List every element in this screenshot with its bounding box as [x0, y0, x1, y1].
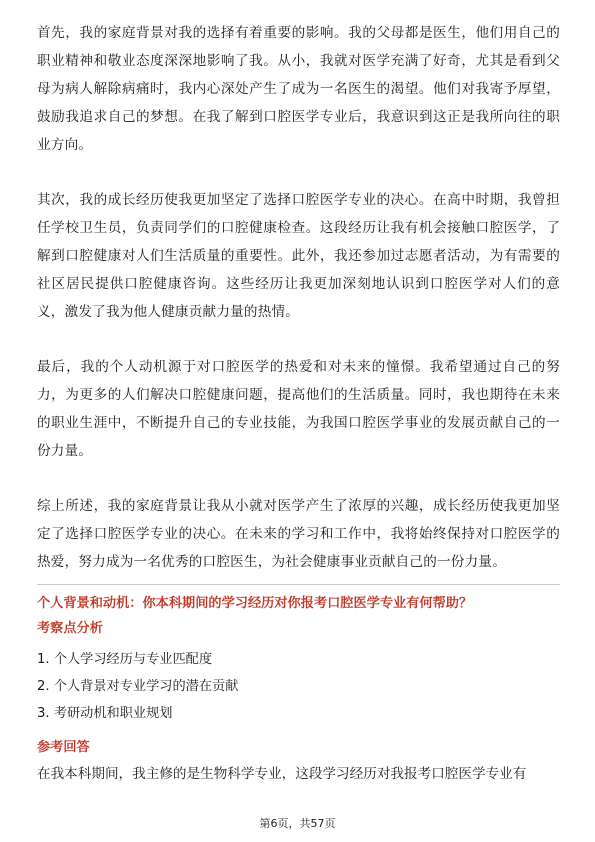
- question-heading: 个人背景和动机：你本科期间的学习经历对你报考口腔医学专业有何帮助？: [37, 596, 473, 611]
- answer-label: 参考回答: [37, 740, 90, 755]
- list-item: 2. 个人背景对专业学习的潜在贡献: [37, 679, 239, 694]
- analysis-list: [37, 646, 560, 727]
- page-number-footer: 第6页，共57页: [259, 817, 336, 830]
- section-divider: [37, 584, 560, 585]
- paragraph-growth-experience: 其次，我的成长经历使我更加坚定了选择口腔医学专业的决心。在高中时期，我曾担任学校卫生员，负责同学们的口腔健康检查。这段经历让我有机会接触口腔医学，了解到口腔健康对人们生活质量的重要性。此外，我还参加过志愿者活动，为有需要的社区居民提供口腔健康咨询。这些经历让我更加深刻地认识到口腔医学对人们的意义，激发了我为他人健康贡献力量的热情。: [37, 192, 560, 320]
- paragraph-summary: 综上所述，我的家庭背景让我从小就对医学产生了浓厚的兴趣，成长经历使我更加坚定了选择口腔医学专业的决心。在未来的学习和工作中，我将始终保持对口腔医学的热爱，努力成为一名优秀的口腔医生，为社会健康事业贡献自己的一份力量。: [37, 498, 560, 570]
- list-item: 3. 考研动机和职业规划: [37, 706, 173, 721]
- list-item: 1. 个人学习经历与专业匹配度: [37, 652, 213, 667]
- document-body: [37, 19, 560, 785]
- paragraph-personal-motivation: 最后，我的个人动机源于对口腔医学的热爱和对未来的憧憬。我希望通过自己的努力，为更多的人们解决口腔健康问题，提高他们的生活质量。同时，我也期待在未来的职业生涯中，不断提升自己的专业技能，为我国口腔医学事业的发展贡献自己的一份力量。: [37, 359, 560, 459]
- answer-text: 在我本科期间，我主修的是生物科学专业，这段学习经历对我报考口腔医学专业有: [37, 766, 527, 782]
- analysis-label: 考察点分析: [37, 621, 103, 636]
- paragraph-family-background: 首先，我的家庭背景对我的选择有着重要的影响。我的父母都是医生，他们用自己的职业精神和敬业态度深深地影响了我。从小，我就对医学充满了好奇，尤其是看到父母为病人解除病痛时，我内心深处产生了成为一名医生的渴望。他们对我寄予厚望，鼓励我追求自己的梦想。在我了解到口腔医学专业后，我意识到这正是我所向往的职业方向。: [37, 25, 560, 153]
